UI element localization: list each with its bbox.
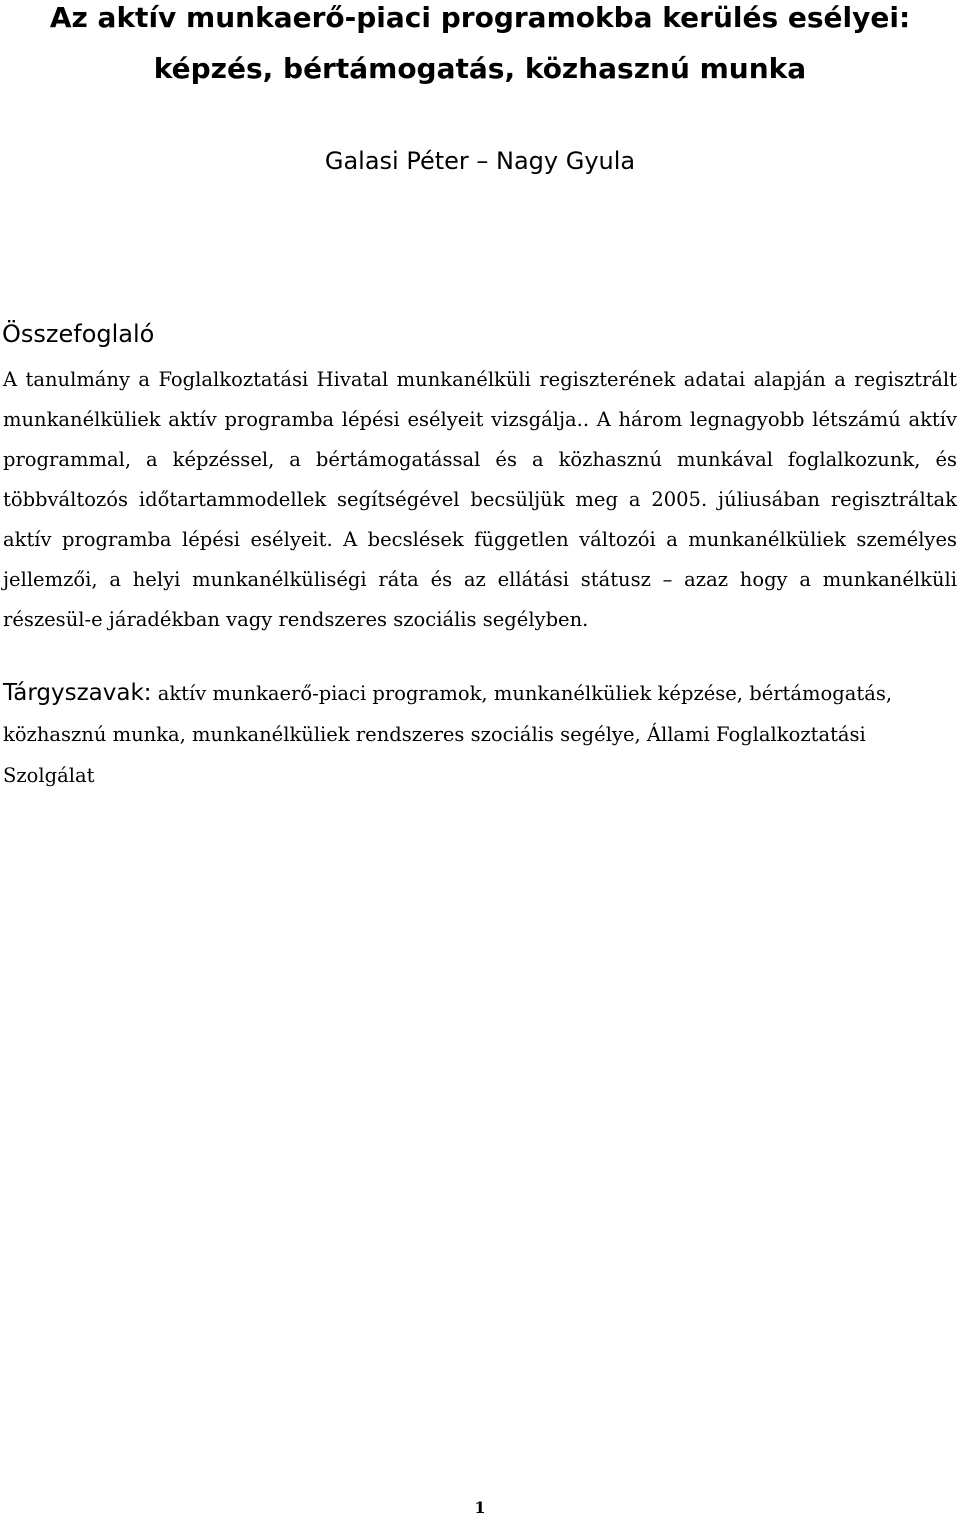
keywords — [3, 673, 957, 796]
abstract-heading: Összefoglaló — [2, 320, 155, 348]
keywords-label: Tárgyszavak: — [3, 680, 152, 706]
authors: Galasi Péter – Nagy Gyula — [324, 147, 636, 175]
paper-title-line-1: Az aktív munkaerő-piaci programokba kerülés esélyei: — [49, 1, 911, 34]
paper-title-line-2: képzés, bértámogatás, közhasznú munka — [153, 52, 807, 85]
page-number: 1 — [474, 1498, 486, 1517]
keywords-text: aktív munkaerő-piaci programok, munkanélküliek képzése, bértámogatás, közhasznú munka, munkanélküliek rendszeres szociális segélye, Állami Foglalkoztatási Szolgálat — [3, 682, 893, 787]
abstract-text: A tanulmány a Foglalkoztatási Hivatal munkanélküli regiszterének adatai alapján a regisztrált munkanélküliek aktív programba lépési esélyeit vizsgálja.. A három legnagyobb létszámú aktív programmal, a képzéssel, a bértámogatással és a közhasznú munkával foglalkozunk, és többváltozós időtartammodellek segítségével becsüljük meg a 2005. júliusában regisztráltak aktív programba lépési esélyeit. A becslések független változói a munkanélküliek személyes jellemzői, a helyi munkanélküliségi ráta és az ellátási státusz – azaz hogy a munkanélküli részesül-e járadékban vagy rendszeres szociális segélyben. — [3, 368, 957, 631]
